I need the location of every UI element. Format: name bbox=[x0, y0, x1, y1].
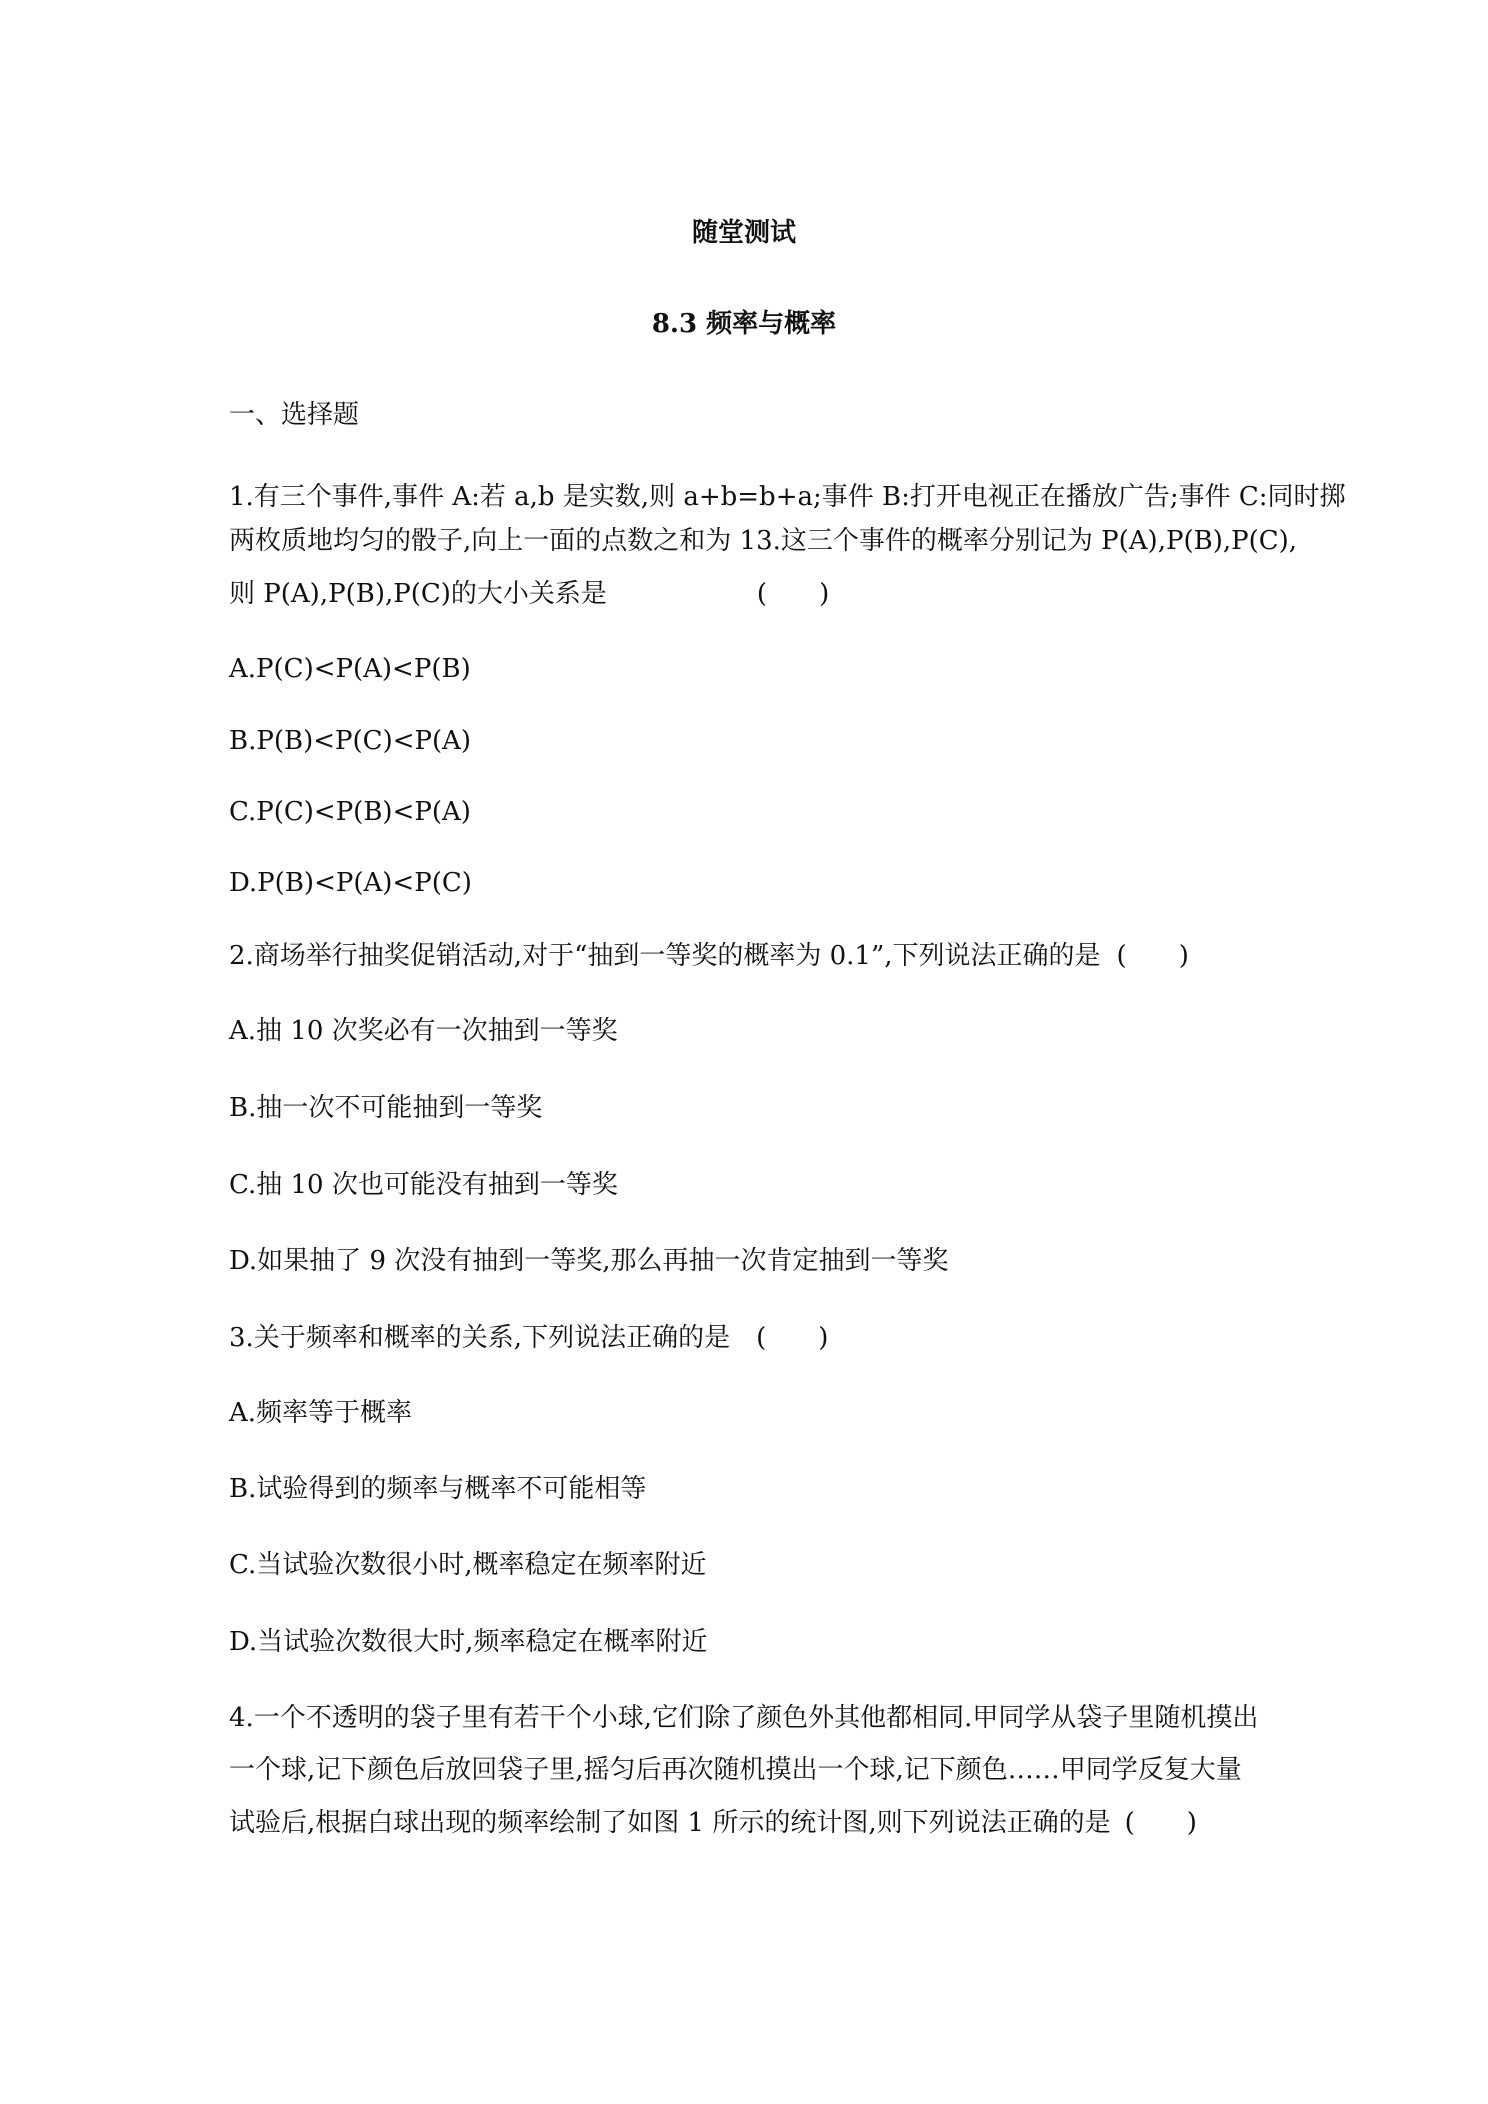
q3-answer-bracket: ( ) bbox=[756, 1323, 829, 1353]
q1-answer-bracket: ( ) bbox=[756, 579, 830, 609]
q1-option-c: C.P(C)<P(B)<P(A) bbox=[229, 797, 471, 827]
q4-answer-bracket: ( ) bbox=[1124, 1808, 1197, 1838]
q1-line-3-text: 则 P(A),P(B),P(C)的大小关系是 bbox=[229, 579, 607, 609]
q2-answer-bracket: ( ) bbox=[1116, 941, 1189, 971]
q4-line-3-text: 试验后,根据白球出现的频率绘制了如图 1 所示的统计图,则下列说法正确的是 bbox=[229, 1808, 1111, 1838]
q1-option-d: D.P(B)<P(A)<P(C) bbox=[229, 868, 472, 898]
page-title: 随堂测试 bbox=[691, 218, 796, 248]
q4-line-2: 一个球,记下颜色后放回袋子里,摇匀后再次随机摸出一个球,记下颜色……甲同学反复大量 bbox=[229, 1755, 1242, 1785]
q2-option-d: D.如果抽了 9 次没有抽到一等奖,那么再抽一次肯定抽到一等奖 bbox=[229, 1246, 949, 1276]
q3-line-1 bbox=[229, 1320, 828, 1356]
q3-option-b: B.试验得到的频率与概率不可能相等 bbox=[229, 1474, 647, 1504]
q2-option-c: C.抽 10 次也可能没有抽到一等奖 bbox=[229, 1170, 618, 1200]
q3-option-a: A.频率等于概率 bbox=[229, 1398, 413, 1428]
q1-line-2: 两枚质地均匀的骰子,向上一面的点数之和为 13.这三个事件的概率分别记为 P(A),P(B),P(C), bbox=[229, 526, 1298, 556]
q1-option-a: A.P(C)<P(A)<P(B) bbox=[229, 654, 471, 684]
section-subtitle: 8.3 频率与概率 bbox=[651, 309, 837, 339]
q2-option-a: A.抽 10 次奖必有一次抽到一等奖 bbox=[229, 1016, 618, 1046]
q1-line-3 bbox=[229, 576, 829, 612]
q3-option-d: D.当试验次数很大时,频率稳定在概率附近 bbox=[229, 1627, 708, 1657]
q4-line-1: 4.一个不透明的袋子里有若干个小球,它们除了颜色外其他都相同.甲同学从袋子里随机摸出 bbox=[229, 1703, 1259, 1733]
section-heading: 一、选择题 bbox=[229, 400, 360, 430]
q1-line-1: 1.有三个事件,事件 A:若 a,b 是实数,则 a+b=b+a;事件 B:打开电视正在播放广告;事件 C:同时掷 bbox=[229, 482, 1346, 512]
q2-line-1-text: 2.商场举行抽奖促销活动,对于“抽到一等奖的概率为 0.1”,下列说法正确的是 bbox=[229, 941, 1101, 971]
q3-line-1-text: 3.关于频率和概率的关系,下列说法正确的是 bbox=[229, 1323, 731, 1353]
q4-line-3 bbox=[229, 1805, 1197, 1841]
q2-line-1 bbox=[229, 938, 1189, 974]
q2-option-b: B.抽一次不可能抽到一等奖 bbox=[229, 1093, 543, 1123]
q3-option-c: C.当试验次数很小时,概率稳定在频率附近 bbox=[229, 1550, 707, 1580]
q1-option-b: B.P(B)<P(C)<P(A) bbox=[229, 726, 472, 756]
